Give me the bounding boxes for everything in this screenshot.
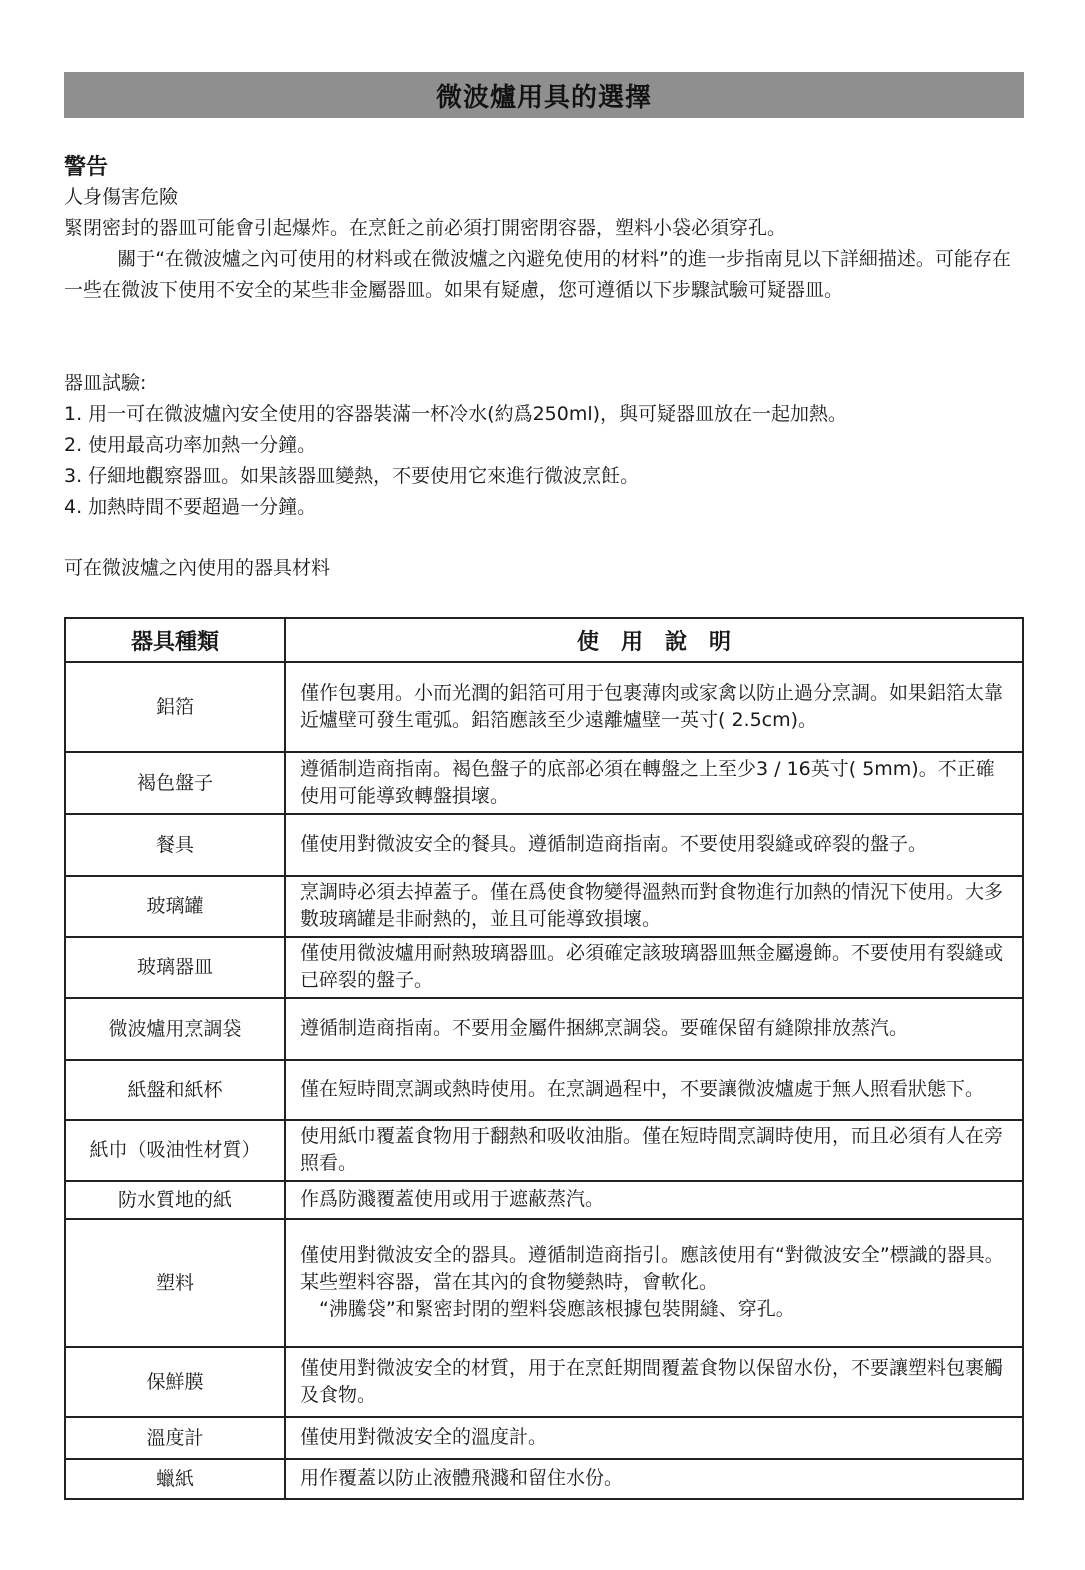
cell-type: 紙巾（吸油性材質）: [65, 1120, 285, 1181]
table-row: [65, 1181, 1023, 1219]
cell-usage: 使用紙巾覆蓋食物用于翻熱和吸收油脂。僅在短時間烹調時使用，而且必須有人在旁照看。: [285, 1120, 1023, 1181]
plastic-usage-text: 僅使用對微波安全的器具。遵循制造商指引。應該使用有“對微波安全”標識的器具。某些塑料容器，當在其內的食物變熱時，會軟化。: [300, 1244, 1004, 1293]
table-row: [65, 1347, 1023, 1417]
cell-type: 溫度計: [65, 1417, 285, 1459]
cell-type: 防水質地的紙: [65, 1181, 285, 1219]
page-title: 微波爐用具的選擇: [435, 82, 652, 113]
warning-line: 緊閉密封的器皿可能會引起爆炸。在烹飪之前必須打開密閉容器，塑料小袋必須穿孔。: [64, 217, 787, 239]
plastic-note: “沸騰袋”和緊密封閉的塑料袋應該根據包裝開縫、穿孔。: [319, 1298, 795, 1320]
cell-usage: 僅使用微波爐用耐熱玻璃器皿。必須確定該玻璃器皿無金屬邊飾。不要使用有裂縫或已碎裂的盤子。: [285, 937, 1023, 998]
cell-usage-plastic: [285, 1219, 1023, 1347]
cell-usage: 僅在短時間烹調或熱時使用。在烹調過程中，不要讓微波爐處于無人照看狀態下。: [285, 1060, 1023, 1120]
cell-usage: 烹調時必須去掉蓋子。僅在爲使食物變得溫熱而對食物進行加熱的情況下使用。大多數玻璃罐是非耐熱的，並且可能導致損壞。: [285, 876, 1023, 937]
cell-type: 餐具: [65, 814, 285, 876]
table-row: [65, 876, 1023, 937]
cell-type: 蠟紙: [65, 1459, 285, 1499]
title-bar: [64, 72, 1024, 118]
table-row: [65, 998, 1023, 1060]
cell-type: 保鮮膜: [65, 1347, 285, 1417]
cell-type: 微波爐用烹調袋: [65, 998, 285, 1060]
cell-usage: 遵循制造商指南。褐色盤子的底部必須在轉盤之上至少3 / 16英寸( 5mm)。不正確使用可能導致轉盤損壞。: [285, 752, 1023, 814]
table-row: [65, 1219, 1023, 1347]
column-header-type: 器具種類: [65, 618, 285, 662]
cell-type: 紙盤和紙杯: [65, 1060, 285, 1120]
cell-usage: 用作覆蓋以防止液體飛濺和留住水份。: [285, 1459, 1023, 1499]
table-header-row: [65, 618, 1023, 662]
guide-paragraph: 關于“在微波爐之內可使用的材料或在微波爐之內避免使用的材料”的進一步指南見以下詳細描述。可能存在一些在微波下使用不安全的某些非金屬器皿。如果有疑慮，您可遵循以下步驟試驗可疑器皿。: [64, 248, 1011, 301]
table-row: [65, 1120, 1023, 1181]
test-steps: [64, 399, 1029, 523]
warning-heading: 警告: [64, 155, 109, 180]
warning-section: [64, 182, 1029, 306]
cell-type: 玻璃器皿: [65, 937, 285, 998]
table-row: [65, 814, 1023, 876]
table-row: [65, 752, 1023, 814]
table-row: [65, 1060, 1023, 1120]
cell-type: 玻璃罐: [65, 876, 285, 937]
cell-usage: 遵循制造商指南。不要用金屬件捆綁烹調袋。要確保留有縫隙排放蒸汽。: [285, 998, 1023, 1060]
test-section: [64, 368, 1029, 523]
cell-usage: 作爲防濺覆蓋使用或用于遮蔽蒸汽。: [285, 1181, 1023, 1219]
table-row: [65, 1459, 1023, 1499]
test-heading: 器皿試驗:: [64, 372, 147, 394]
cell-type: 鋁箔: [65, 662, 285, 752]
table-row: [65, 662, 1023, 752]
test-step: 4. 加熱時間不要超過一分鐘。: [64, 496, 317, 518]
cell-type: 褐色盤子: [65, 752, 285, 814]
table-row: [65, 1417, 1023, 1459]
warning-subheading: 人身傷害危險: [64, 186, 179, 208]
cell-type: 塑料: [65, 1219, 285, 1347]
test-step: 1. 用一可在微波爐內安全使用的容器裝滿一杯冷水(約爲250ml)，與可疑器皿放在一起加熱。: [64, 403, 848, 425]
materials-table: [64, 617, 1024, 1500]
test-step: 2. 使用最高功率加熱一分鐘。: [64, 434, 317, 456]
cell-usage: 僅作包裹用。小而光潤的鋁箔可用于包裹薄肉或家禽以防止過分烹調。如果鋁箔太靠近爐壁可發生電弧。鋁箔應該至少遠離爐壁一英寸( 2.5cm)。: [285, 662, 1023, 752]
test-step: 3. 仔細地觀察器皿。如果該器皿變熱，不要使用它來進行微波烹飪。: [64, 465, 640, 487]
cell-usage: 僅使用對微波安全的材質，用于在烹飪期間覆蓋食物以保留水份，不要讓塑料包裹觸及食物。: [285, 1347, 1023, 1417]
materials-heading: 可在微波爐之內使用的器具材料: [64, 557, 331, 579]
column-header-usage: 使 用 說 明: [285, 618, 1023, 662]
cell-usage: 僅使用對微波安全的餐具。遵循制造商指南。不要使用裂縫或碎裂的盤子。: [285, 814, 1023, 876]
table-row: [65, 937, 1023, 998]
cell-usage: 僅使用對微波安全的溫度計。: [285, 1417, 1023, 1459]
